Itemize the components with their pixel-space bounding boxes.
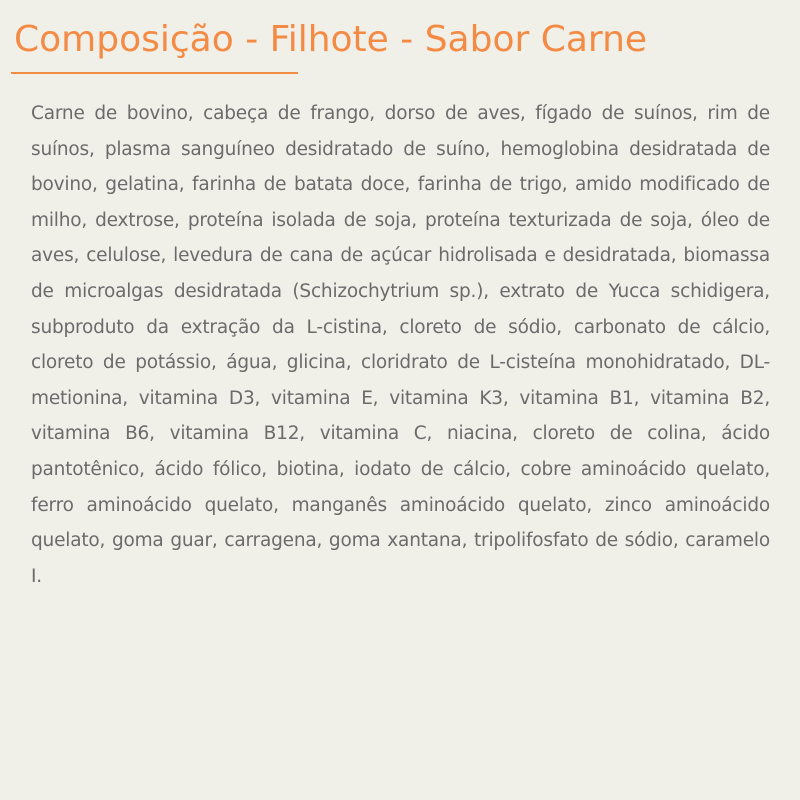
page-title: Composição - Filhote - Sabor Carne [14,19,648,60]
title-underline [11,72,298,74]
composition-text: Carne de bovino, cabeça de frango, dorso de aves, fígado de suínos, rim de suínos, plasma sanguíneo desidratado de suíno, hemoglobina desidratada de bovino, gelatina, farinha de batata doce, farinha de trigo, amido modificado de milho, dextrose, proteína isolada de soja, proteína texturizada de soja, óleo de aves, celulose, levedura de cana de açúcar hidrolisada e desidratada, biomassa de microalgas desidratada (Schizochytrium sp.), extrato de Yucca schidigera, subproduto da extração da L-cistina, cloreto de sódio, carbonato de cálcio, cloreto de potássio, água, glicina, cloridrato de L-cisteína monohidratado, DL-metionina, vitamina D3, vitamina E, vitamina K3, vitamina B1, vitamina B2, vitamina B6, vitamina B12, vitamina C, niacina, cloreto de colina, ácido pantotênico, ácido fólico, biotina, iodato de cálcio, cobre aminoácido quelato, ferro aminoácido quelato, manganês aminoácido quelato, zinco aminoácido quelato, goma guar, carragena, goma xantana, tripolifosfato de sódio, caramelo I. [31,103,770,587]
